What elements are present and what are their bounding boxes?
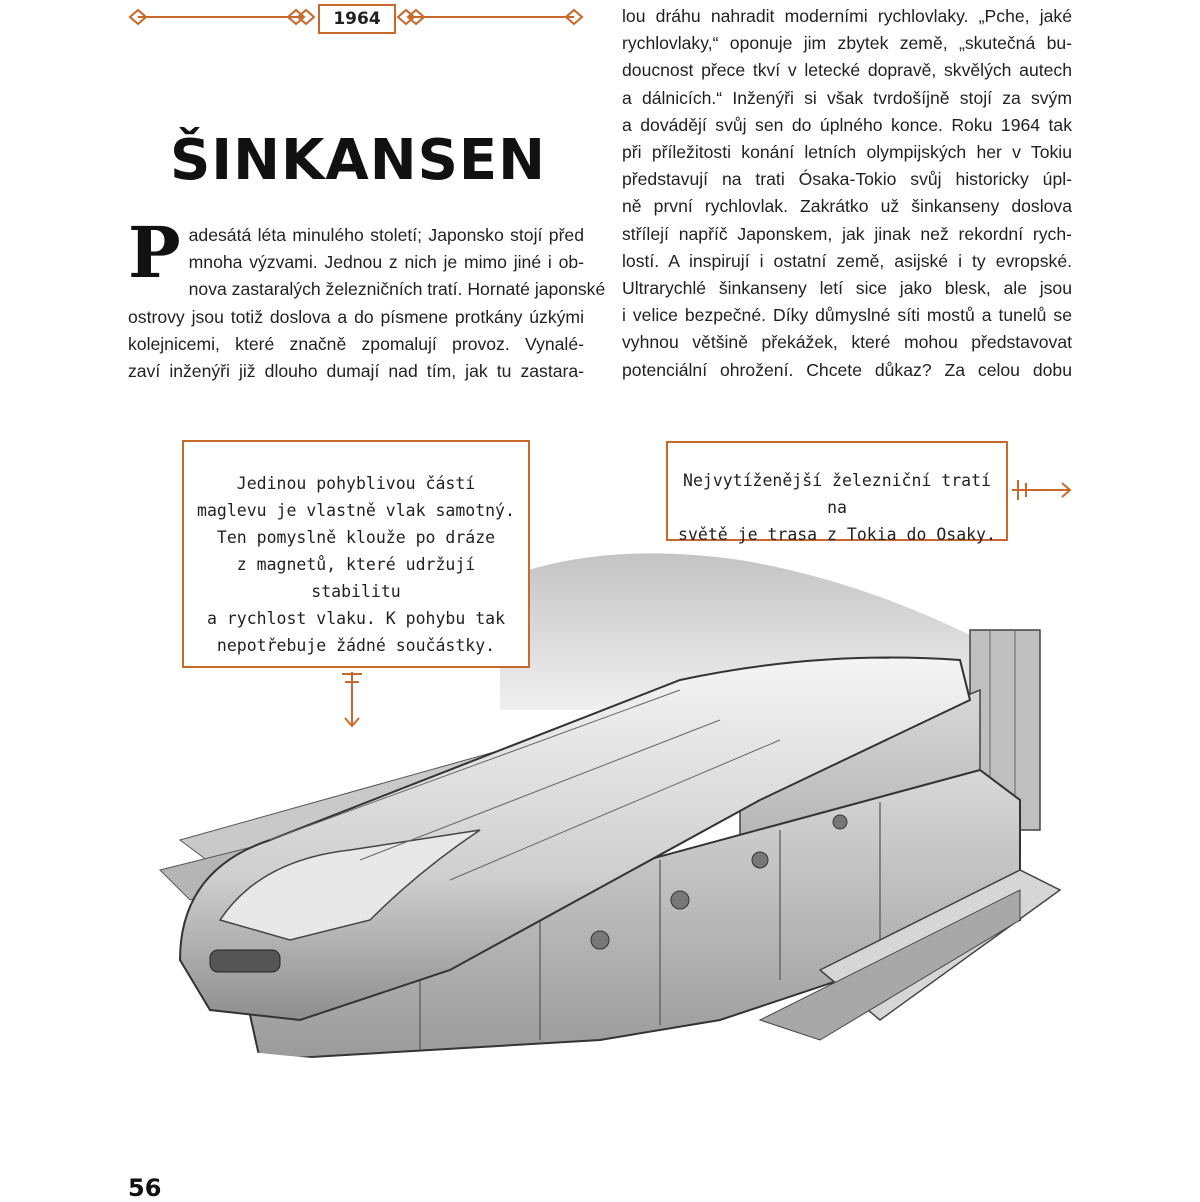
body-line: i velice bezpečné. Díky důmyslné síti mostů a tunelů se — [622, 305, 1072, 326]
continued-text — [622, 3, 1072, 384]
maglev-callout — [182, 440, 530, 668]
callout-line: světě je trasa z Tokia do Osaky. — [678, 525, 996, 544]
callout-line: nepotřebuje žádné součástky. — [216, 636, 496, 655]
year-badge: 1964 — [318, 4, 396, 34]
page-title: ŠINKANSEN — [169, 127, 547, 193]
body-line: vyhnou většině překážek, které mohou představovat — [622, 332, 1072, 353]
page-number: 56 — [128, 1174, 162, 1202]
body-line: ně první rychlovlak. Zakrátko už šinkanseny doslova — [622, 196, 1072, 217]
body-line: doucnost přece tkví v letecké dopravě, skvělých autech — [622, 60, 1072, 81]
arrow-down-icon — [340, 668, 364, 730]
intro-line: ostrovy jsou totiž doslova a do písmene protkány úzkými — [128, 306, 584, 327]
body-line: lou dráhu nahradit moderními rychlovlaky. „Pche, jaké — [622, 6, 1072, 26]
intro-line: zaví inženýři již dlouho dumají nad tím, jak tu zastara- — [128, 361, 584, 382]
body-line: střílejí napříč Japonskem, jak jinak než rekordní rych- — [622, 223, 1072, 244]
body-line: představují na trati Ósaka-Tokio svůj historicky úpl- — [622, 169, 1072, 190]
intro-line: adesátá léta minulého století; Japonsko stojí před — [188, 225, 584, 245]
callout-line: Jedinou pohyblivou částí — [236, 474, 476, 493]
body-line: a dovádějí svůj sen do úplného konce. Roku 1964 tak — [622, 114, 1072, 135]
intro-line: mnoha výzvami. Jednou z nich je mimo jiné i ob- — [188, 252, 584, 273]
intro-text — [128, 211, 606, 385]
intro-line: nova zastaralých železničních tratí. Hornaté japonské — [188, 279, 606, 300]
callout-line: z magnetů, které udržují stabilitu — [236, 555, 476, 601]
body-line: a dálnicích.“ Inženýři si však tvrdošíjně stojí za svým — [622, 87, 1072, 108]
intro-line: kolejnicemi, které značně zpomalují provoz. Vynalé- — [128, 333, 584, 354]
body-line: rychlovlaky,“ oponuje jim zbytek země, „skutečná bu- — [622, 33, 1072, 54]
body-line: Ultrarychlé šinkanseny letí sice jako blesk, ale jsou — [622, 278, 1072, 299]
body-line: lostí. A inspirují i ostatní země, asijské i ty evropské. — [622, 250, 1072, 271]
callout-line: Nejvytíženější železniční tratí na — [683, 471, 991, 517]
arrow-right-icon — [1008, 478, 1074, 502]
body-line: potenciální ohrožení. Chcete důkaz? Za celou dobu — [622, 359, 1072, 380]
callout-line: maglevu je vlastně vlak samotný. — [197, 501, 515, 520]
drop-cap: P — [128, 211, 181, 294]
callout-line: a rychlost vlaku. K pohybu tak — [206, 609, 505, 628]
body-line: při příležitosti konání letních olympijských her v Tokiu — [622, 142, 1072, 163]
busiest-line-callout — [666, 441, 1008, 544]
callout-line: Ten pomyslně klouže po dráze — [216, 528, 496, 547]
